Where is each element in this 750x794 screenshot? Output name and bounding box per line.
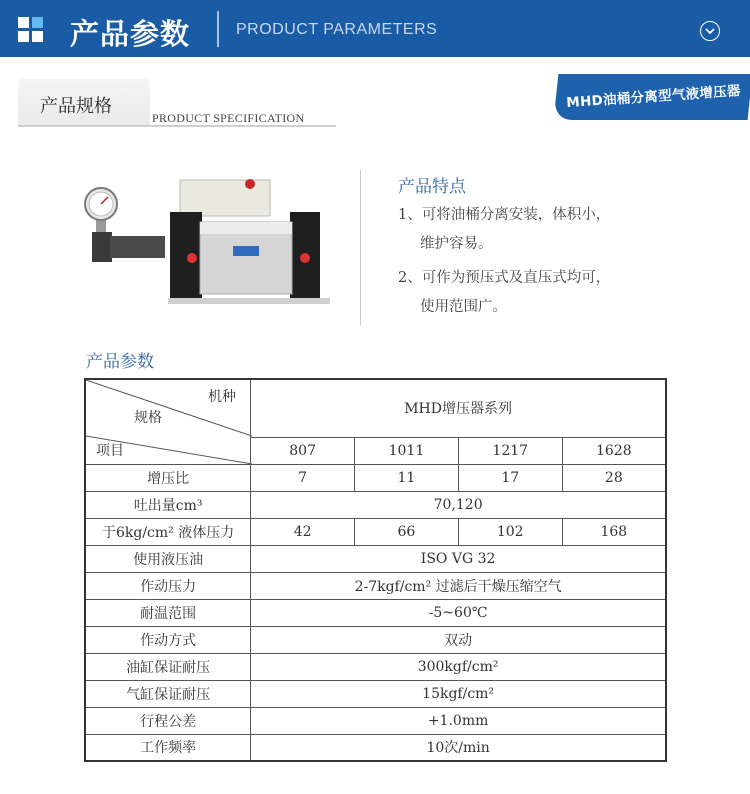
row-value: 双动 xyxy=(251,626,666,653)
chevron-down-icon[interactable] xyxy=(700,21,720,41)
row-label: 作动方式 xyxy=(85,626,251,653)
row-value: 28 xyxy=(562,464,666,491)
row-value: 70,120 xyxy=(251,491,666,518)
row-label: 油缸保证耐压 xyxy=(85,653,251,680)
content-divider xyxy=(360,170,361,325)
model-cell: 807 xyxy=(251,437,355,464)
row-value: -5~60℃ xyxy=(251,599,666,626)
row-label: 于6kg/cm² 液体压力 xyxy=(85,518,251,545)
model-cell: 1217 xyxy=(458,437,562,464)
table-row xyxy=(85,653,666,680)
row-value: 42 xyxy=(251,518,355,545)
model-cell: 1011 xyxy=(355,437,459,464)
header-corner-cell xyxy=(85,379,251,464)
row-value: 15kgf/cm² xyxy=(251,680,666,707)
row-label: 使用液压油 xyxy=(85,545,251,572)
table-row xyxy=(85,680,666,707)
spec-title: 产品规格 xyxy=(40,96,112,117)
table-row xyxy=(85,626,666,653)
model-cell: 1628 xyxy=(562,437,666,464)
row-label: 耐温范围 xyxy=(85,599,251,626)
feature-item: 使用范围广。 xyxy=(420,299,507,315)
table-row xyxy=(85,572,666,599)
params-title: 产品参数 xyxy=(86,352,154,372)
row-value: 2-7kgf/cm² 过滤后干燥压缩空气 xyxy=(251,572,666,599)
table-row xyxy=(85,464,666,491)
header-type-label: 机种 xyxy=(208,389,236,405)
header-item-label: 项目 xyxy=(96,443,124,459)
grid-logo-icon xyxy=(18,17,44,43)
feature-item: 1、可将油桶分离安装，体积小， xyxy=(398,207,611,223)
feature-item: 2、可作为预压式及直压式均可， xyxy=(398,270,611,286)
row-value: 17 xyxy=(458,464,562,491)
row-value: 168 xyxy=(562,518,666,545)
product-image xyxy=(80,172,340,312)
row-label: 作动压力 xyxy=(85,572,251,599)
row-value: ISO VG 32 xyxy=(251,545,666,572)
row-label: 气缸保证耐压 xyxy=(85,680,251,707)
table-row xyxy=(85,599,666,626)
header-bar xyxy=(0,0,750,57)
table-row xyxy=(85,518,666,545)
table-row xyxy=(85,734,666,761)
row-value: 300kgf/cm² xyxy=(251,653,666,680)
table-row xyxy=(85,379,666,437)
row-value: 11 xyxy=(355,464,459,491)
row-label: 行程公差 xyxy=(85,707,251,734)
header-divider xyxy=(217,11,219,47)
row-value: 10次/min xyxy=(251,734,666,761)
row-value: 102 xyxy=(458,518,562,545)
row-value: 66 xyxy=(355,518,459,545)
row-label: 工作频率 xyxy=(85,734,251,761)
spec-subtitle: PRODUCT SPECIFICATION xyxy=(152,111,305,125)
header-spec-label: 规格 xyxy=(134,410,162,426)
page-subtitle: PRODUCT PARAMETERS xyxy=(236,21,438,38)
row-label: 吐出量cm³ xyxy=(85,491,251,518)
table-row xyxy=(85,545,666,572)
series-cell: MHD增压器系列 xyxy=(251,379,666,437)
table-row xyxy=(85,491,666,518)
row-label: 增压比 xyxy=(85,464,251,491)
features-title: 产品特点 xyxy=(398,177,466,197)
params-table xyxy=(84,378,667,762)
row-value: +1.0mm xyxy=(251,707,666,734)
row-value: 7 xyxy=(251,464,355,491)
feature-item: 维护容易。 xyxy=(420,236,493,252)
page-title: 产品参数 xyxy=(70,17,191,51)
model-banner-text: MHD油桶分离型气液增压器 xyxy=(565,82,742,112)
table-row xyxy=(85,707,666,734)
